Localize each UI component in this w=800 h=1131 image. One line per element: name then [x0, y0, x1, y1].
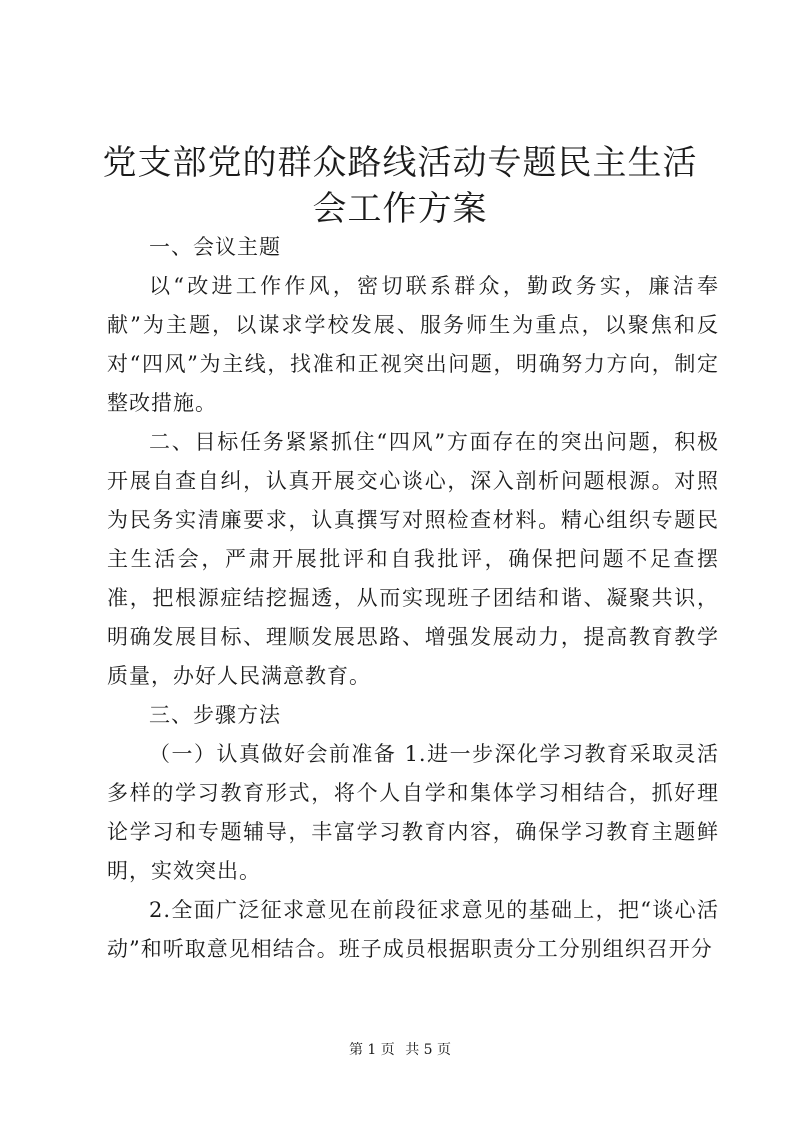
- section-heading-theme: 一、会议主题: [149, 235, 281, 259]
- document-title: 党支部党的群众路线活动专题民主生活会工作方案: [102, 143, 698, 229]
- paragraph-opinions: 2.全面广泛征求意见在前段征求意见的基础上，把“谈心活动”和听取意见相结合。班子成员根据职责分工分别组织召开分: [107, 898, 719, 961]
- paragraph-theme: 以“改进工作作风，密切联系群众，勤政务实，廉洁奉献”为主题，以谋求学校发展、服务师生为重点，以聚焦和反对“四风”为主线，找准和正视突出问题，明确努力方向，制定整改措施。: [107, 274, 719, 415]
- paragraph-preparation: （一）认真做好会前准备 1.进一步深化学习教育采取灵活多样的学习教育形式，将个人自学和集体学习相结合，抓好理论学习和专题辅导，丰富学习教育内容，确保学习教育主题鲜明，实效突出。: [107, 742, 719, 883]
- section-heading-steps: 三、步骤方法: [149, 703, 281, 727]
- document-body: [107, 228, 719, 969]
- paragraph-goals: 二、目标任务紧紧抓住“四风”方面存在的突出问题，积极开展自查自纠，认真开展交心谈心，深入剖析问题根源。对照为民务实清廉要求，认真撰写对照检查材料。精心组织专题民主生活会，严肃开展批评和自我批评，确保把问题不足查摆准，把根源症结挖掘透，从而实现班子团结和谐、凝聚共识，明确发展目标、理顺发展思路、增强发展动力，提高教育教学质量，办好人民满意教育。: [107, 430, 719, 688]
- page-footer: [0, 1040, 800, 1060]
- page-number: 第 1 页: [348, 1042, 395, 1058]
- page-total: 共 5 页: [405, 1042, 452, 1058]
